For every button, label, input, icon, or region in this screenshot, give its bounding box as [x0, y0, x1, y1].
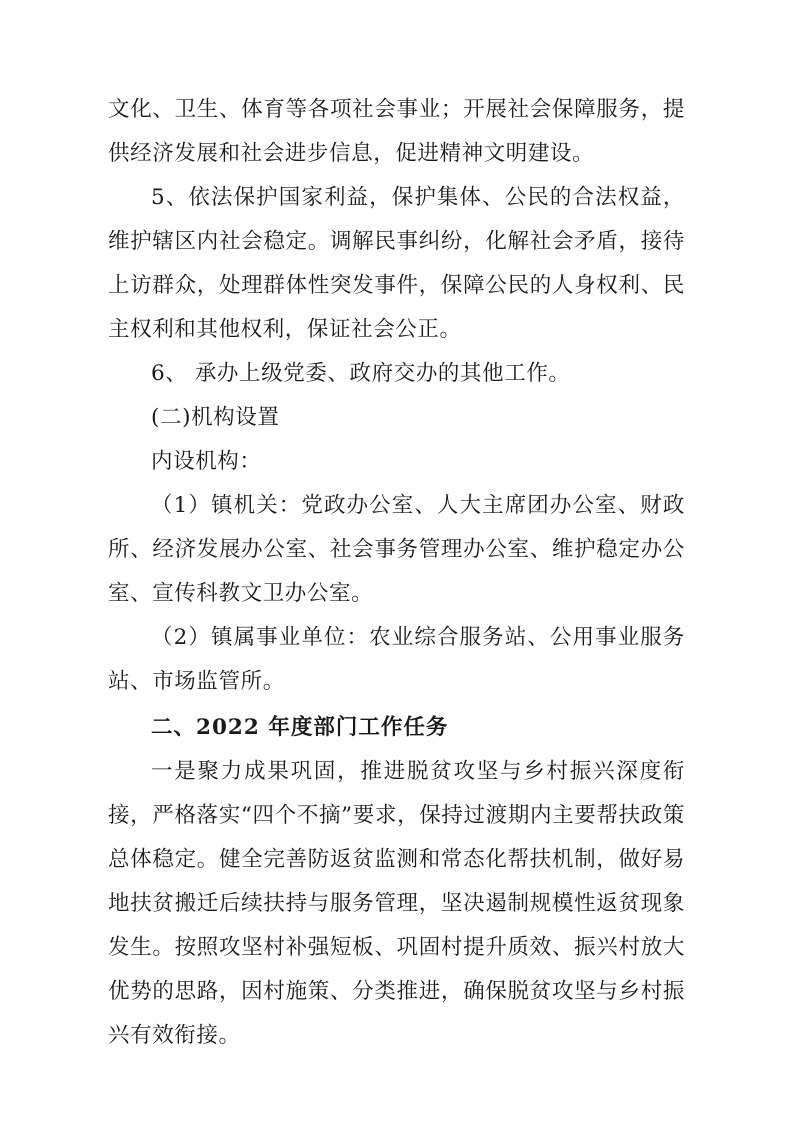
- paragraph-org-1: （1）镇机关：党政办公室、人大主席团办公室、财政所、经济发展办公室、社会事务管理办公室、维护稳定办公室、宣传科教文卫办公室。: [108, 493, 685, 606]
- section-heading-2: 二、2022 年度部门工作任务: [151, 715, 449, 740]
- paragraph-internal-orgs-label: 内设机构：: [151, 449, 262, 474]
- paragraph-continued: 文化、卫生、体育等各项社会事业；开展社会保障服务，提供经济发展和社会进步信息，促进精神文明建设。: [108, 97, 685, 166]
- paragraph-subsection-2: (二)机构设置: [151, 405, 280, 430]
- paragraph-item-5: 5、依法保护国家利益，保护集体、公民的合法权益，维护辖区内社会稳定。调解民事纠纷，化解社会矛盾，接待上访群众，处理群体性突发事件，保障公民的人身权利、民主权利和其他权利，保证社会公正。: [108, 185, 685, 342]
- paragraph-task-1: 一是聚力成果巩固，推进脱贫攻坚与乡村振兴深度衔接，严格落实“四个不摘”要求，保持过渡期内主要帮扶政策总体稳定。健全完善防返贫监测和常态化帮扶机制，做好易地扶贫搬迁后续扶持与服务管理，坚决遏制规模性返贫现象发生。按照攻坚村补强短板、巩固村提升质效、振兴村放大优势的思路，因村施策、分类推进，确保脱贫攻坚与乡村振兴有效衔接。: [108, 759, 685, 1048]
- paragraph-item-6: 6、 承办上级党委、政府交办的其他工作。: [151, 361, 571, 386]
- document-body: [108, 88, 685, 1058]
- paragraph-org-2: （2）镇属事业单位：农业综合服务站、公用事业服务站、市场监管所。: [108, 625, 685, 694]
